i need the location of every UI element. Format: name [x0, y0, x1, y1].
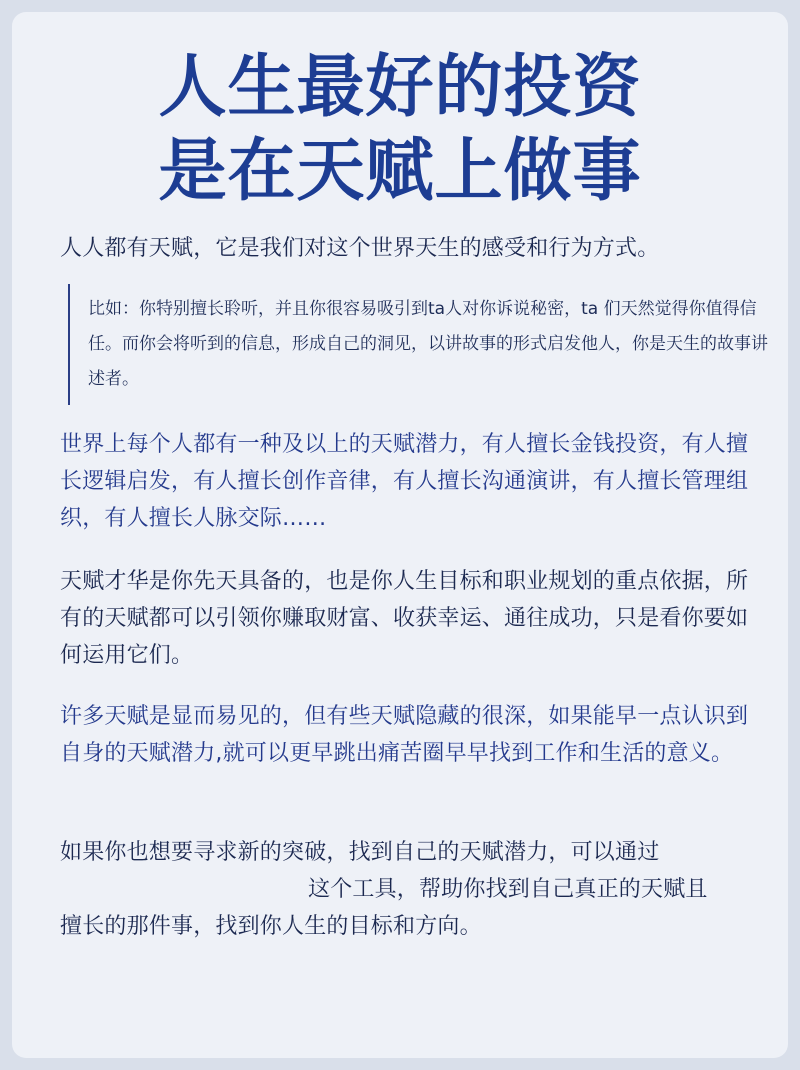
quote-block: 比如：你特别擅长聆听，并且你很容易吸引到ta人对你诉说秘密，ta 们天然觉得你值得信任。而你会将听到的信息，形成自己的洞见，以讲故事的形式启发他人，你是天生的故事讲述者。: [68, 284, 768, 405]
cta-line-1: 如果你也想要寻求新的突破，找到自己的天赋潜力，可以通过: [60, 840, 660, 865]
paragraph-call-to-action: [60, 834, 760, 945]
title-line-2: 是在天赋上做事: [158, 132, 642, 211]
title-line-1: 人生最好的投资: [158, 48, 642, 127]
intro-paragraph: 人人都有天赋，它是我们对这个世界天生的感受和行为方式。: [60, 236, 660, 261]
paragraph-talents-list: 世界上每个人都有一种及以上的天赋潜力，有人擅长金钱投资，有人擅长逻辑启发，有人擅长创作音律，有人擅长沟通演讲，有人擅长管理组织，有人擅长人脉交际……: [60, 432, 749, 531]
paragraph-talent-innate: 天赋才华是你先天具备的，也是你人生目标和职业规划的重点依据，所有的天赋都可以引领你赚取财富、收获幸运、通往成功，只是看你要如何运用它们。: [60, 569, 749, 668]
cta-line-2-text: 这个工具，帮助你找到自己真正的天赋且: [308, 877, 708, 902]
paragraph-hidden-talents: 许多天赋是显而易见的，但有些天赋隐藏的很深，如果能早一点认识到自身的天赋潜力,就可以更早跳出痛苦圈早早找到工作和生活的意义。: [60, 704, 749, 766]
cta-line-3: 擅长的那件事，找到你人生的目标和方向。: [60, 914, 482, 939]
page-title: [12, 46, 788, 214]
article-card: [12, 12, 788, 1058]
cta-line-2: [60, 871, 760, 908]
